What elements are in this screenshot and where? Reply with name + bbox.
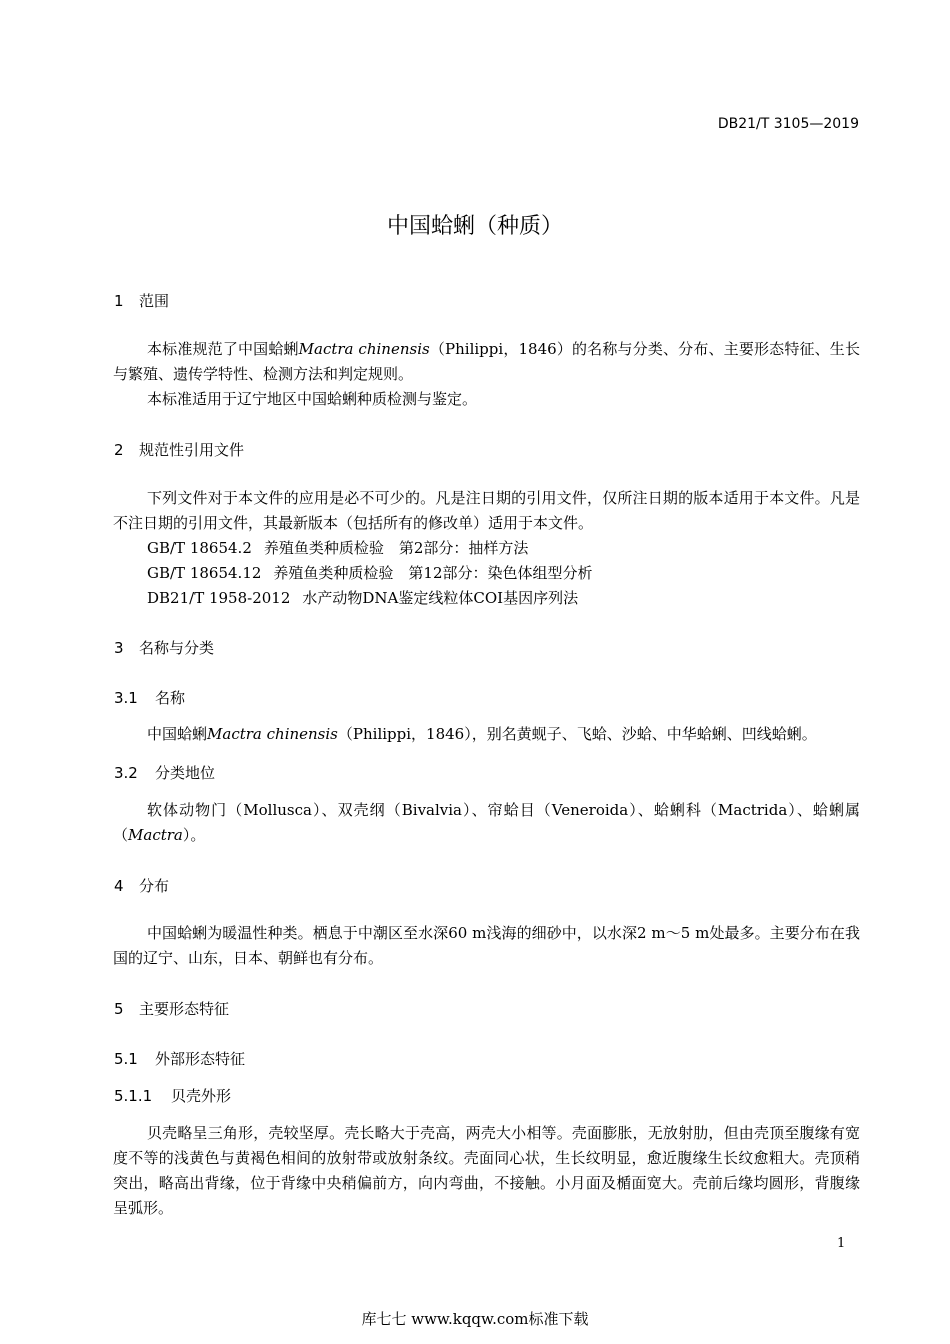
section-3-heading	[114, 637, 214, 658]
reference-title: 养殖鱼类种质检验 第2部分：抽样方法	[263, 539, 529, 557]
section-2-heading	[114, 439, 244, 460]
section-1-heading	[114, 290, 169, 311]
reference-code: GB/T 18654.2	[147, 539, 252, 557]
document-code: DB21/T 3105—2019	[717, 116, 859, 132]
subsection-5-1-1-paragraph: 贝壳略呈三角形，壳较坚厚。壳长略大于壳高，两壳大小相等。壳面膨胀，无放射肋，但由壳顶至腹缘有宽度不等的浅黄色与黄褐色相间的放射带或放射条纹。壳面同心状，生长纹明显，愈近腹缘生长纹愈粗大。壳顶稍突出，略高出背缘，位于背缘中央稍偏前方，向内弯曲，不接触。小月面及楯面宽大。壳前后缘均圆形，背腹缘呈弧形。	[113, 1124, 860, 1217]
section-title: 分类地位	[155, 764, 216, 782]
section-number: 1	[114, 292, 124, 310]
document-title: 中国蛤蜊（种质）	[386, 214, 563, 239]
section-title: 名称与分类	[139, 639, 215, 657]
reference-title: 养殖鱼类种质检验 第12部分：染色体组型分析	[273, 564, 593, 582]
section-title: 外部形态特征	[155, 1050, 246, 1068]
text-run: ）。	[182, 826, 206, 844]
section-title: 分布	[139, 877, 170, 895]
section-4-paragraph: 中国蛤蜊为暖温性种类。栖息于中潮区至水深60 m浅海的细砂中，以水深2 m～5 m处最多。主要分布在我国的辽宁、山东，日本、朝鲜也有分布。	[113, 924, 860, 967]
section-title: 名称	[155, 689, 186, 707]
section-number: 3	[114, 639, 124, 657]
subsection-3-2-paragraph	[113, 798, 860, 848]
text-run: 中国蛤蜊	[147, 725, 208, 743]
page-number: 1	[837, 1236, 846, 1251]
text-run: （Philippi，1846）的名称与分类、分布、主要形态特征、生长与繁殖、遗传学特性、检测方法和判定规则。	[113, 340, 860, 383]
section-title: 规范性引用文件	[139, 441, 245, 459]
section-number: 3.2	[114, 764, 138, 782]
section-title: 主要形态特征	[139, 1000, 230, 1018]
section-number: 3.1	[114, 689, 138, 707]
text-run: 本标准规范了中国蛤蜊	[147, 340, 299, 358]
reference-title: 水产动物DNA鉴定线粒体COI基因序列法	[302, 589, 579, 607]
latin-name: Mactra chinensis	[207, 725, 338, 743]
section-5-heading	[114, 998, 229, 1019]
text-run: （Philippi，1846），别名黄蚬子、飞蛤、沙蛤、中华蛤蜊、凹线蛤蜊。	[337, 725, 817, 743]
section-number: 5.1	[114, 1050, 138, 1068]
latin-name: Mactra chinensis	[298, 340, 430, 358]
section-number: 5.1.1	[114, 1087, 153, 1105]
reference-item	[147, 562, 593, 583]
subsection-5-1-heading	[114, 1048, 245, 1069]
reference-item	[147, 587, 578, 608]
subsection-3-1-paragraph	[147, 723, 817, 744]
text-run: 软体动物门（Mollusca）、双壳纲（Bivalvia）、帘蛤目（Veneroida）、蛤蜊科（Mactrida）、蛤蜊属（	[113, 801, 860, 844]
section-2-paragraph-1: 下列文件对于本文件的应用是必不可少的。凡是注日期的引用文件，仅所注日期的版本适用于本文件。凡是不注日期的引用文件，其最新版本（包括所有的修改单）适用于本文件。	[113, 489, 860, 532]
subsection-5-1-1-heading	[114, 1085, 231, 1106]
section-1-paragraph-1	[113, 337, 860, 387]
reference-code: GB/T 18654.12	[147, 564, 262, 582]
section-title: 范围	[139, 292, 170, 310]
section-number: 2	[114, 441, 124, 459]
subsection-3-1-heading	[114, 687, 185, 708]
section-number: 5	[114, 1000, 124, 1018]
reference-item	[147, 537, 528, 558]
latin-name: Mactra	[128, 826, 183, 844]
section-1-paragraph-2: 本标准适用于辽宁地区中国蛤蜊种质检测与鉴定。	[147, 390, 478, 408]
section-title: 贝壳外形	[171, 1087, 232, 1105]
reference-code: DB21/T 1958-2012	[147, 589, 291, 607]
section-number: 4	[114, 877, 124, 895]
footer-watermark: 库七七 www.kqqw.com标准下载	[361, 1310, 589, 1328]
subsection-3-2-heading	[114, 762, 215, 783]
section-4-heading	[114, 875, 169, 896]
